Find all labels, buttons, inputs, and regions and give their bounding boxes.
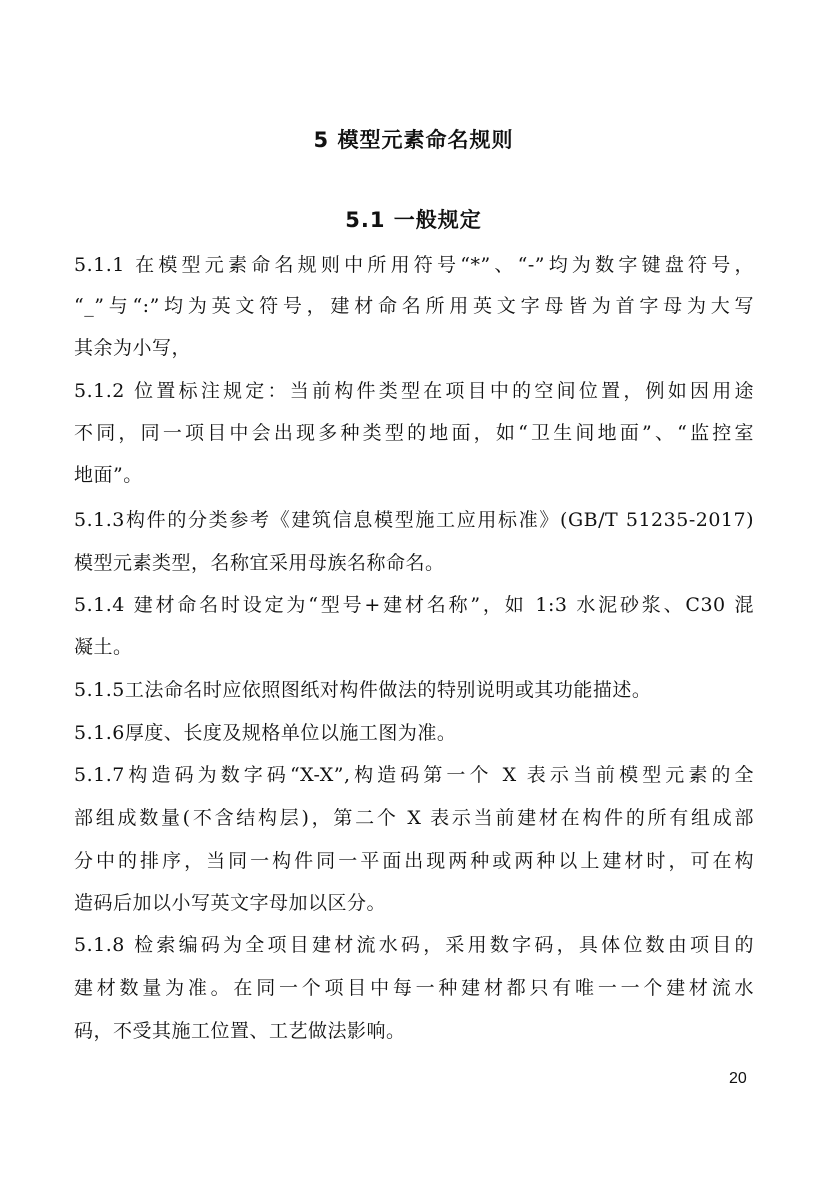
clause-5-1-1-line-3: 其余为小写， bbox=[74, 337, 192, 359]
clause-5-1-4-line-2: 凝土。 bbox=[74, 636, 133, 658]
section-title: 5.1 一般规定 bbox=[345, 208, 482, 232]
clause-5-1-1-line-2: “_”与“:”均为英文符号，建材命名所用英文字母皆为首字母为大写 bbox=[74, 295, 754, 317]
clause-5-1-2-line-2: 不同，同一项目中会出现多种类型的地面，如“卫生间地面”、“监控室 bbox=[74, 422, 754, 444]
clause-5-1-2-line-1: 5.1.2 位置标注规定：当前构件类型在项目中的空间位置，例如因用途 bbox=[74, 380, 754, 402]
clause-5-1-8-line-2: 建材数量为准。在同一个项目中每一种建材都只有唯一一个建材流水 bbox=[74, 977, 754, 999]
clause-5-1-8-line-3: 码，不受其施工位置、工艺做法影响。 bbox=[74, 1020, 406, 1042]
clause-5-1-8-line-1: 5.1.8 检索编码为全项目建材流水码，采用数字码，具体位数由项目的 bbox=[74, 934, 754, 956]
clause-5-1-7-line-4: 造码后加以小写英文字母加以区分。 bbox=[74, 892, 387, 914]
clause-5-1-3-line-1: 5.1.3构件的分类参考《建筑信息模型施工应用标准》(GB/T 51235-2017) bbox=[74, 509, 754, 531]
clause-5-1-5-line-1: 5.1.5工法命名时应依照图纸对构件做法的特别说明或其功能描述。 bbox=[74, 679, 652, 701]
clause-5-1-3-line-2: 模型元素类型，名称宜采用母族名称命名。 bbox=[74, 552, 445, 574]
clause-5-1-1-line-1: 5.1.1 在模型元素命名规则中所用符号“*”、“-”均为数字键盘符号， bbox=[74, 254, 754, 276]
clause-5-1-2-line-3: 地面”。 bbox=[74, 464, 143, 486]
clause-5-1-7-line-3: 分中的排序，当同一构件同一平面出现两种或两种以上建材时，可在构 bbox=[74, 850, 754, 872]
page-number: 20 bbox=[729, 1070, 747, 1087]
chapter-title: 5 模型元素命名规则 bbox=[313, 128, 514, 152]
clause-5-1-4-line-1: 5.1.4 建材命名时设定为“型号+建材名称”，如 1:3 水泥砂浆、C30 混 bbox=[74, 594, 754, 616]
clause-5-1-6-line-1: 5.1.6厚度、长度及规格单位以施工图为准。 bbox=[74, 722, 457, 744]
clause-5-1-7-line-2: 部组成数量(不含结构层)，第二个 X 表示当前建材在构件的所有组成部 bbox=[74, 807, 754, 829]
clause-5-1-7-line-1: 5.1.7构造码为数字码“X-X”,构造码第一个 X 表示当前模型元素的全 bbox=[74, 764, 754, 786]
